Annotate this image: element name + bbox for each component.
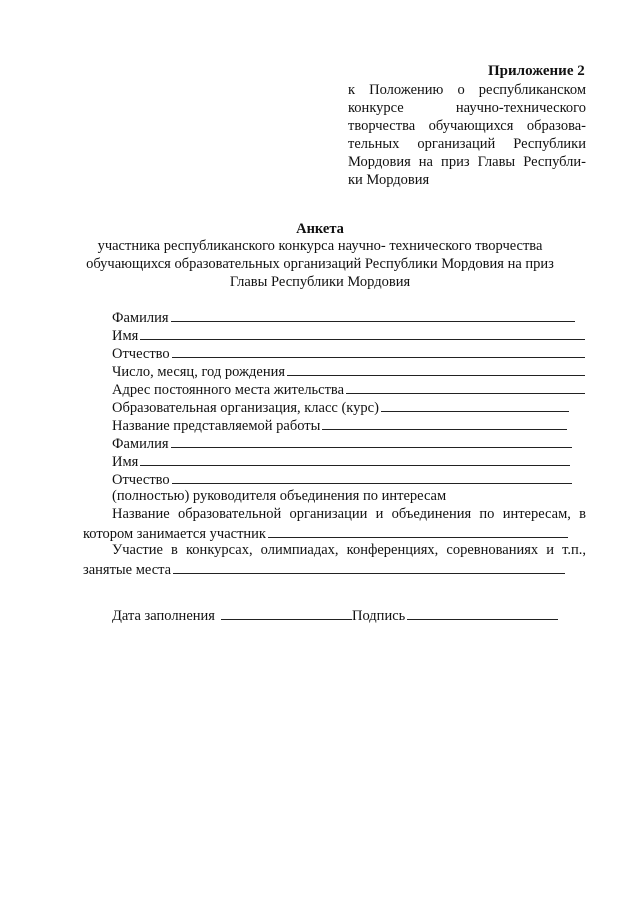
form-subtitle-line: Главы Республики Мордовия <box>229 274 411 290</box>
appendix-line: к Положению о республиканском <box>348 82 586 98</box>
patronymic-field[interactable] <box>112 344 585 362</box>
surname-input-line[interactable] <box>171 308 576 322</box>
appendix-line: конкурсе научно-технического <box>348 100 586 116</box>
signature-input-line[interactable] <box>407 606 558 620</box>
participation-label-line: Участие в конкурсах, олимпиадах, конференциях, соревнованиях и т.п., <box>112 542 586 558</box>
name-input-line[interactable] <box>140 326 585 340</box>
surname-field[interactable] <box>112 308 575 326</box>
organization-field[interactable] <box>112 398 569 416</box>
field-label: Отчество <box>112 472 170 488</box>
form-subtitle-line: участника республиканского конкурса научно- технического творчества <box>97 238 543 254</box>
patronymic-input-line[interactable] <box>172 344 585 358</box>
field-label: Подпись <box>352 608 406 624</box>
supervisor-patronymic-input-line[interactable] <box>172 470 572 484</box>
field-label: Имя <box>112 328 139 344</box>
field-label: котором занимается участник <box>83 526 266 542</box>
birthdate-input-line[interactable] <box>287 362 585 376</box>
appendix-line: тельных организаций Республики <box>348 136 586 152</box>
name-field[interactable] <box>112 326 585 344</box>
field-label: Имя <box>112 454 139 470</box>
field-label: Название представляемой работы <box>112 418 321 434</box>
date-input-line[interactable] <box>221 606 352 620</box>
supervisor-name-input-line[interactable] <box>140 452 570 466</box>
field-label: Фамилия <box>112 436 169 452</box>
field-label: Число, месяц, год рождения <box>112 364 286 380</box>
org-association-field[interactable] <box>83 524 568 542</box>
supervisor-name-field[interactable] <box>112 452 570 470</box>
participation-field[interactable] <box>83 560 565 578</box>
field-label: Образовательная организация, класс (курс) <box>112 400 379 416</box>
appendix-title: Приложение 2 <box>488 63 585 79</box>
supervisor-patronymic-field[interactable] <box>112 470 572 488</box>
field-label: Адрес постоянного места жительства <box>112 382 345 398</box>
appendix-line: ки Мордовия <box>348 172 430 188</box>
address-field[interactable] <box>112 380 585 398</box>
work-title-field[interactable] <box>112 416 567 434</box>
org-label-line: Название образовательной организации и объединения по интересам, в <box>112 506 586 522</box>
birthdate-field[interactable] <box>112 362 585 380</box>
work-title-input-line[interactable] <box>322 416 567 430</box>
field-label: Дата заполнения <box>112 608 215 624</box>
appendix-line: Мордовия на приз Главы Республи- <box>348 154 586 170</box>
field-label: занятые места <box>83 562 172 578</box>
field-label: Фамилия <box>112 310 169 326</box>
organization-input-line[interactable] <box>381 398 569 412</box>
org-association-input-line[interactable] <box>268 524 568 538</box>
form-heading: Анкета <box>296 221 344 237</box>
address-input-line[interactable] <box>346 380 585 394</box>
date-field[interactable] <box>112 606 352 624</box>
field-label: Отчество <box>112 346 170 362</box>
supervisor-surname-field[interactable] <box>112 434 572 452</box>
appendix-line: творчества обучающихся образова- <box>348 118 586 134</box>
supervisor-surname-input-line[interactable] <box>171 434 573 448</box>
form-subtitle-line: обучающихся образовательных организаций Республики Мордовия на приз <box>86 256 554 272</box>
participation-input-line[interactable] <box>173 560 565 574</box>
signature-field[interactable] <box>352 606 558 624</box>
supervisor-note: (полностью) руководителя объединения по интересам <box>112 488 447 504</box>
